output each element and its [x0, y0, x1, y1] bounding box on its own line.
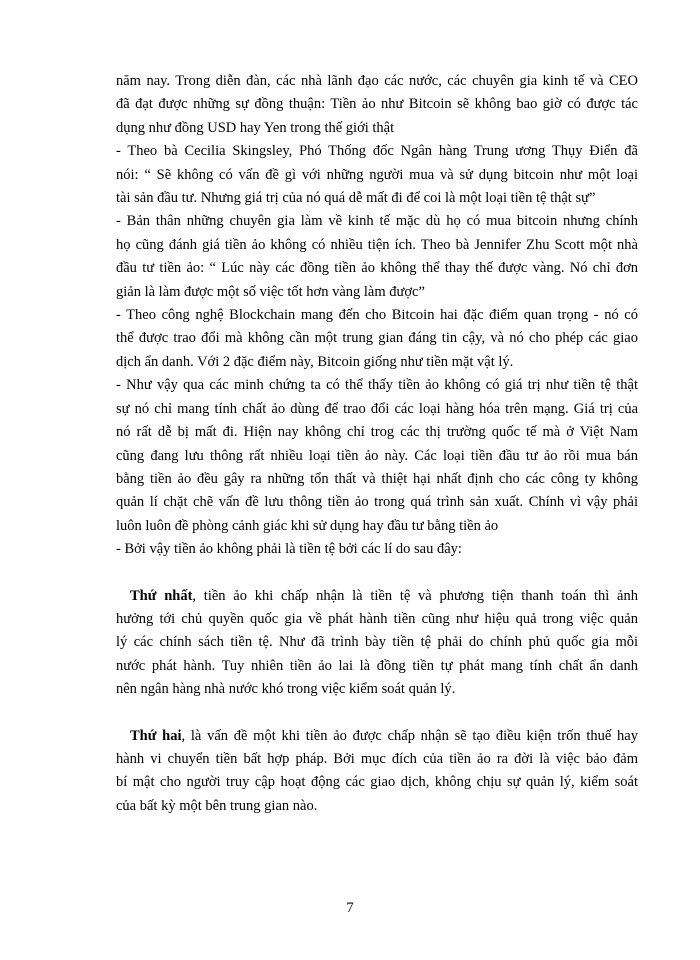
text-line: hưởng tới chủ quyền quốc gia về phát hành tiền cũng như hiệu quả trong việc quản [116, 610, 638, 627]
text-line: - Bởi vậy tiền ảo không phải là tiền tệ bởi các lí do sau đây: [116, 541, 462, 558]
text-line: nên ngân hàng nhà nước khó trong việc kiểm soát quản lý. [116, 681, 456, 698]
text-line: dụng như đồng USD hay Yen trong thế giới thật [116, 119, 395, 136]
page-body [116, 70, 638, 818]
text-line: nó rất dễ bị mất đi. Hiện nay không chỉ trog các thị trường quốc tế mà ở Việt Nam [116, 424, 638, 441]
text-line: đã đạt được những sự đồng thuận: Tiền ảo như Bitcoin sẽ không bao giờ có được tác [116, 96, 638, 113]
text-line: cũng đang lưu thông rất nhiều loại tiền ảo này. Các loại tiền đầu tư ảo rồi mua bán [116, 447, 638, 464]
text-line: giản là làm được một số việc tốt hơn vàng làm được” [116, 283, 425, 300]
reason-paragraph [116, 585, 638, 702]
text-line: nói: “ Sẽ không có vấn đề gì với những người mua và sử dụng bitcoin như một loại [116, 166, 638, 183]
text-line: bằng tiền ảo đều gây ra những tổn thất và thiệt hại nhất định cho các công ty không [116, 470, 638, 487]
text-line: - Bản thân những chuyên gia làm về kinh tế mặc dù họ có mua bitcoin nhưng chính [116, 213, 638, 230]
reason-first-line-text: , là vấn đề một khi tiền ảo được chấp nhận sẽ tạo điều kiện trốn thuế hay [181, 727, 638, 744]
paragraph-spacer [116, 702, 638, 725]
paragraph-spacer [116, 562, 638, 585]
paragraph [116, 304, 638, 374]
paragraph [116, 374, 638, 538]
text-line: đầu tư tiền ảo: “ Lúc này các đồng tiền ảo không thể thay thế được vàng. Nó chỉ đơn [116, 260, 638, 277]
reason-lead: Thứ nhất [130, 587, 193, 604]
paragraph [116, 210, 638, 304]
page-number: 7 [346, 900, 354, 916]
reason-lead: Thứ hai [130, 727, 182, 744]
reason-first-line-text: , tiền ảo khi chấp nhận là tiền tệ và phương tiện thanh toán thì ảnh [192, 587, 638, 604]
text-line: - Theo công nghệ Blockchain mang đến cho Bitcoin hai đặc điểm quan trọng - nó có [116, 307, 638, 324]
text-line: sự nó chỉ mang tính chất ảo dùng để trao đổi các loại hàng hóa trên mạng. Giá trị của [116, 400, 638, 417]
paragraph [116, 70, 638, 140]
reason-paragraph [116, 725, 638, 819]
reason-first-line [116, 585, 638, 608]
text-line: nước phát hành. Tuy nhiên tiền ảo lai là đồng tiền tự phát mang tính chất ẩn danh [116, 657, 638, 674]
paragraph [116, 538, 638, 561]
text-line: hành vi chuyển tiền bất hợp pháp. Bởi mục đích của tiền ảo ra đời là việc bảo đảm [116, 750, 638, 767]
text-line: tài sản đầu tư. Nhưng giá trị của nó quá dễ mất đi để coi là một loại tiền tệ thật sự” [116, 190, 596, 207]
text-line: dịch ẩn danh. Với 2 đặc điểm này, Bitcoin giống như tiền mặt vật lý. [116, 353, 514, 370]
text-line: - Như vậy qua các minh chứng ta có thể thấy tiền ảo không có giá trị như tiền tệ thật [116, 377, 638, 394]
text-line: bí mật cho người truy cập hoạt động các giao dịch, không chịu sự quản lý, kiểm soát [116, 774, 638, 791]
paragraph [116, 140, 638, 210]
text-line: lý các chính sách tiền tệ. Như đã trình bày tiền tệ phải do chính phủ quốc gia mỗi [116, 634, 638, 651]
text-line: luôn luôn đề phòng cảnh giác khi sử dụng hay đầu tư bằng tiền ảo [116, 517, 499, 534]
reason-first-line [116, 725, 638, 748]
text-line: của bất kỳ một bên trung gian nào. [116, 797, 318, 814]
text-line: quản lí chặt chẽ vấn đề lưu thông tiền ảo trong quá trình sản xuất. Chính vì vậy phải [116, 494, 638, 511]
text-line: năm nay. Trong diễn đàn, các nhà lãnh đạo các nước, các chuyên gia kinh tế và CEO [116, 73, 638, 89]
text-line: họ cũng đánh giá tiền ảo không có nhiều tiện ích. Theo bà Jennifer Zhu Scott một nhà [116, 236, 638, 253]
text-line: thể được trao đổi mà không cần một trung gian đáng tin cậy, và nó cho phép các giao [116, 330, 638, 347]
text-line: - Theo bà Cecilia Skingsley, Phó Thống đốc Ngân hàng Trung ương Thụy Điển đã [116, 143, 638, 160]
